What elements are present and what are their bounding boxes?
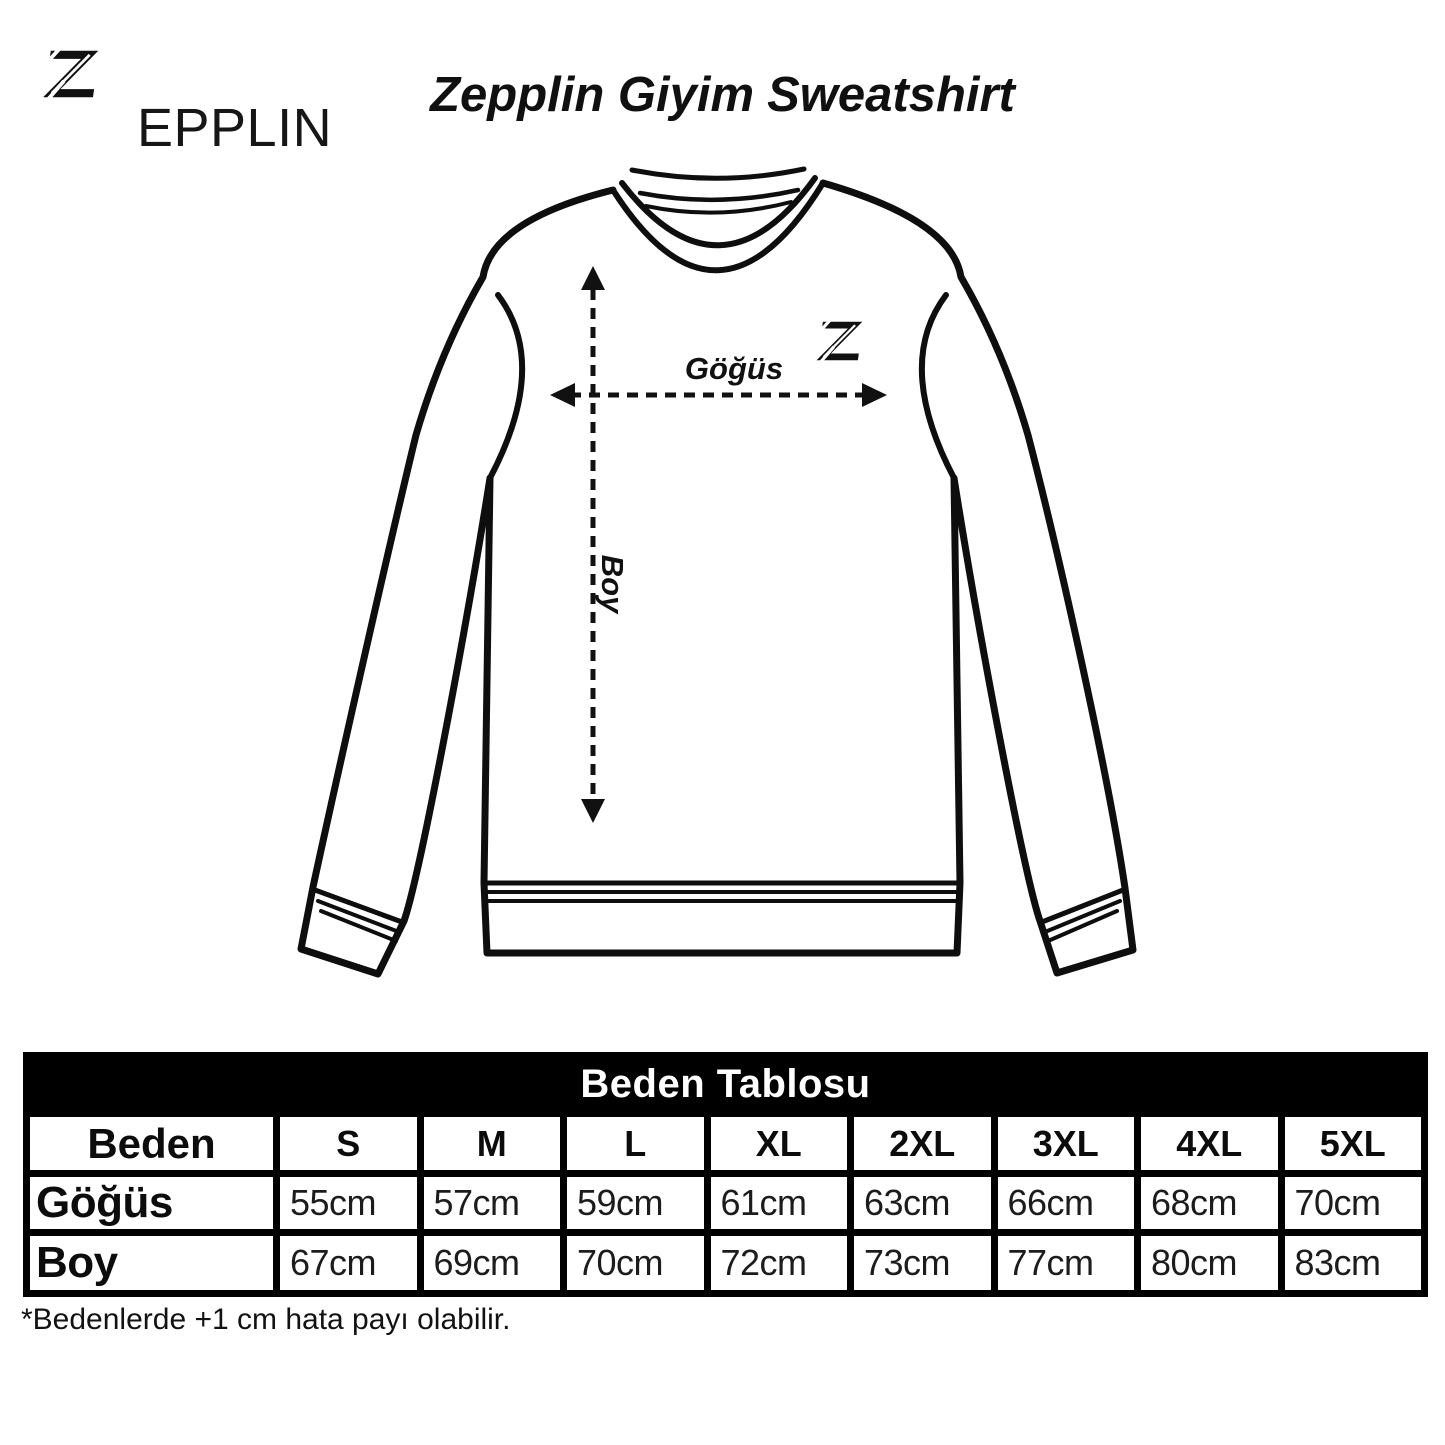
size-table-corner-header: Beden xyxy=(30,1117,273,1170)
length-value: 83cm xyxy=(1285,1236,1422,1290)
chest-value: 57cm xyxy=(424,1177,561,1229)
size-column-header: XL xyxy=(711,1117,848,1170)
page-title xyxy=(0,65,1445,125)
chest-value: 61cm xyxy=(711,1177,848,1229)
size-tolerance-footnote: *Bedenlerde +1 cm hata payı olabilir. xyxy=(21,1303,511,1336)
brand-logo-text: EPPLIN xyxy=(137,98,333,158)
sweatshirt-outline xyxy=(301,183,1133,974)
size-column-header: 4XL xyxy=(1141,1117,1278,1170)
chest-row-label: Göğüs xyxy=(30,1177,273,1229)
size-table xyxy=(23,1052,1428,1297)
length-value: 67cm xyxy=(280,1236,417,1290)
length-measure-label: Boy xyxy=(595,554,630,614)
length-value: 80cm xyxy=(1141,1236,1278,1290)
length-row-label: Boy xyxy=(30,1236,273,1290)
size-column-header: S xyxy=(280,1117,417,1170)
size-column-header: M xyxy=(424,1117,561,1170)
length-value: 70cm xyxy=(567,1236,704,1290)
sweatshirt-diagram xyxy=(270,160,1175,1045)
chest-value: 59cm xyxy=(567,1177,704,1229)
page-title-regular: Zepplin Giyim xyxy=(430,68,755,122)
size-column-header: L xyxy=(567,1117,704,1170)
size-column-header: 3XL xyxy=(998,1117,1135,1170)
length-value: 72cm xyxy=(711,1236,848,1290)
chest-value: 68cm xyxy=(1141,1177,1278,1229)
chest-value: 63cm xyxy=(854,1177,991,1229)
chest-value: 55cm xyxy=(280,1177,417,1229)
chest-measure-label: Göğüs xyxy=(684,351,784,386)
size-column-header: 5XL xyxy=(1285,1117,1422,1170)
size-column-header: 2XL xyxy=(854,1117,991,1170)
length-value: 73cm xyxy=(854,1236,991,1290)
chest-value: 70cm xyxy=(1285,1177,1422,1229)
length-value: 69cm xyxy=(424,1236,561,1290)
page-title-bold: Sweatshirt xyxy=(767,68,1015,122)
size-table-title: Beden Tablosu xyxy=(30,1059,1421,1110)
collar-back-line-1 xyxy=(632,169,804,178)
length-value: 77cm xyxy=(998,1236,1135,1290)
chest-value: 66cm xyxy=(998,1177,1135,1229)
